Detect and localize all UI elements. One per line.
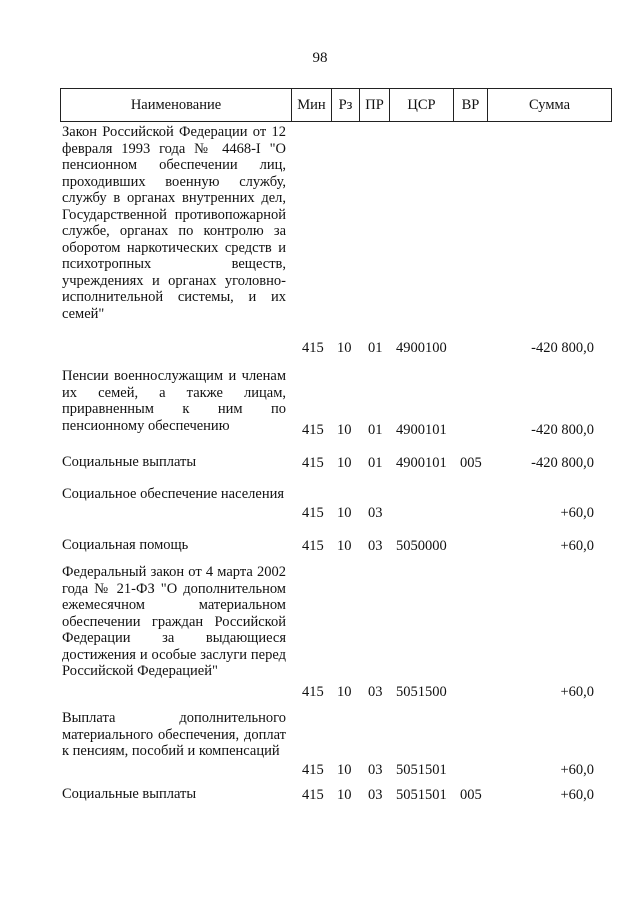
row-name: Социальное обеспечение населения (62, 486, 285, 502)
row-min: 415 (302, 761, 324, 778)
row-rz: 10 (337, 786, 352, 803)
row-csr: 5051501 (396, 786, 447, 803)
table-row (0, 454, 640, 471)
header-min: Мин (292, 88, 332, 122)
row-csr: 4900101 (396, 421, 447, 438)
row-pr: 03 (368, 537, 383, 554)
table-row (0, 486, 640, 521)
row-sum: +60,0 (560, 786, 594, 803)
row-min: 415 (302, 537, 324, 554)
row-rz: 10 (337, 683, 352, 700)
row-sum: +60,0 (560, 537, 594, 554)
row-name: Социальные выплаты (62, 454, 197, 470)
row-pr: 03 (368, 761, 383, 778)
row-name: Выплата дополнительного материального обеспечения, доплат к пенсиям, пособий и компенсаций (62, 710, 286, 759)
row-csr: 4900101 (396, 454, 447, 471)
row-pr: 01 (368, 339, 383, 356)
row-rz: 10 (337, 504, 352, 521)
row-rz: 10 (337, 537, 352, 554)
row-min: 415 (302, 421, 324, 438)
row-pr: 03 (368, 504, 383, 521)
table-row (0, 786, 640, 803)
row-min: 415 (302, 339, 324, 356)
row-sum: +60,0 (560, 683, 594, 700)
header-csr: ЦСР (390, 88, 454, 122)
row-min: 415 (302, 786, 324, 803)
row-min: 415 (302, 454, 324, 471)
header-vr: ВР (454, 88, 488, 122)
page-number: 98 (312, 50, 328, 66)
row-pr: 01 (368, 421, 383, 438)
row-name: Социальная помощь (62, 537, 189, 553)
row-rz: 10 (337, 761, 352, 778)
row-csr: 5051500 (396, 683, 447, 700)
row-csr: 5051501 (396, 761, 447, 778)
table-row (0, 537, 640, 554)
table-row (0, 564, 640, 700)
row-name: Социальные выплаты (62, 786, 197, 802)
row-pr: 03 (368, 683, 383, 700)
header-rz: Рз (332, 88, 360, 122)
row-rz: 10 (337, 454, 352, 471)
row-name: Пенсии военнослужащим и членам их семей, а также лицам, приравненным к ним по пенсионному обеспечению (62, 368, 286, 434)
row-rz: 10 (337, 339, 352, 356)
row-sum: -420 800,0 (531, 421, 594, 438)
row-sum: +60,0 (560, 504, 594, 521)
row-rz: 10 (337, 421, 352, 438)
row-pr: 03 (368, 786, 383, 803)
row-sum: +60,0 (560, 761, 594, 778)
header-sum: Сумма (488, 88, 612, 122)
row-name: Закон Российской Федерации от 12 февраля 1993 года № 4468-I "О пенсионном обеспечении лиц, проходивших военную службу, службу в органах внутренних дел, Государственной противопожарной службе, органах по контролю за оборотом наркотических средств и психотропных веществ, учреждениях и органах уголовно-исполнительной системы, и их семей" (62, 124, 286, 322)
table-row (0, 710, 640, 778)
row-min: 415 (302, 683, 324, 700)
header-name: Наименование (60, 88, 292, 122)
row-sum: -420 800,0 (531, 454, 594, 471)
table-row (0, 368, 640, 438)
table-row (0, 124, 640, 356)
row-vr: 005 (460, 454, 482, 471)
row-pr: 01 (368, 454, 383, 471)
row-csr: 5050000 (396, 537, 447, 554)
row-vr: 005 (460, 786, 482, 803)
row-name: Федеральный закон от 4 марта 2002 года № 21-ФЗ "О дополнительном ежемесячном материальном обеспечении граждан Российской Федерации за выдающиеся достижения и особые заслуги перед Российской Федерацией" (62, 564, 286, 679)
header-pr: ПР (360, 88, 390, 122)
row-csr: 4900100 (396, 339, 447, 356)
row-min: 415 (302, 504, 324, 521)
row-sum: -420 800,0 (531, 339, 594, 356)
